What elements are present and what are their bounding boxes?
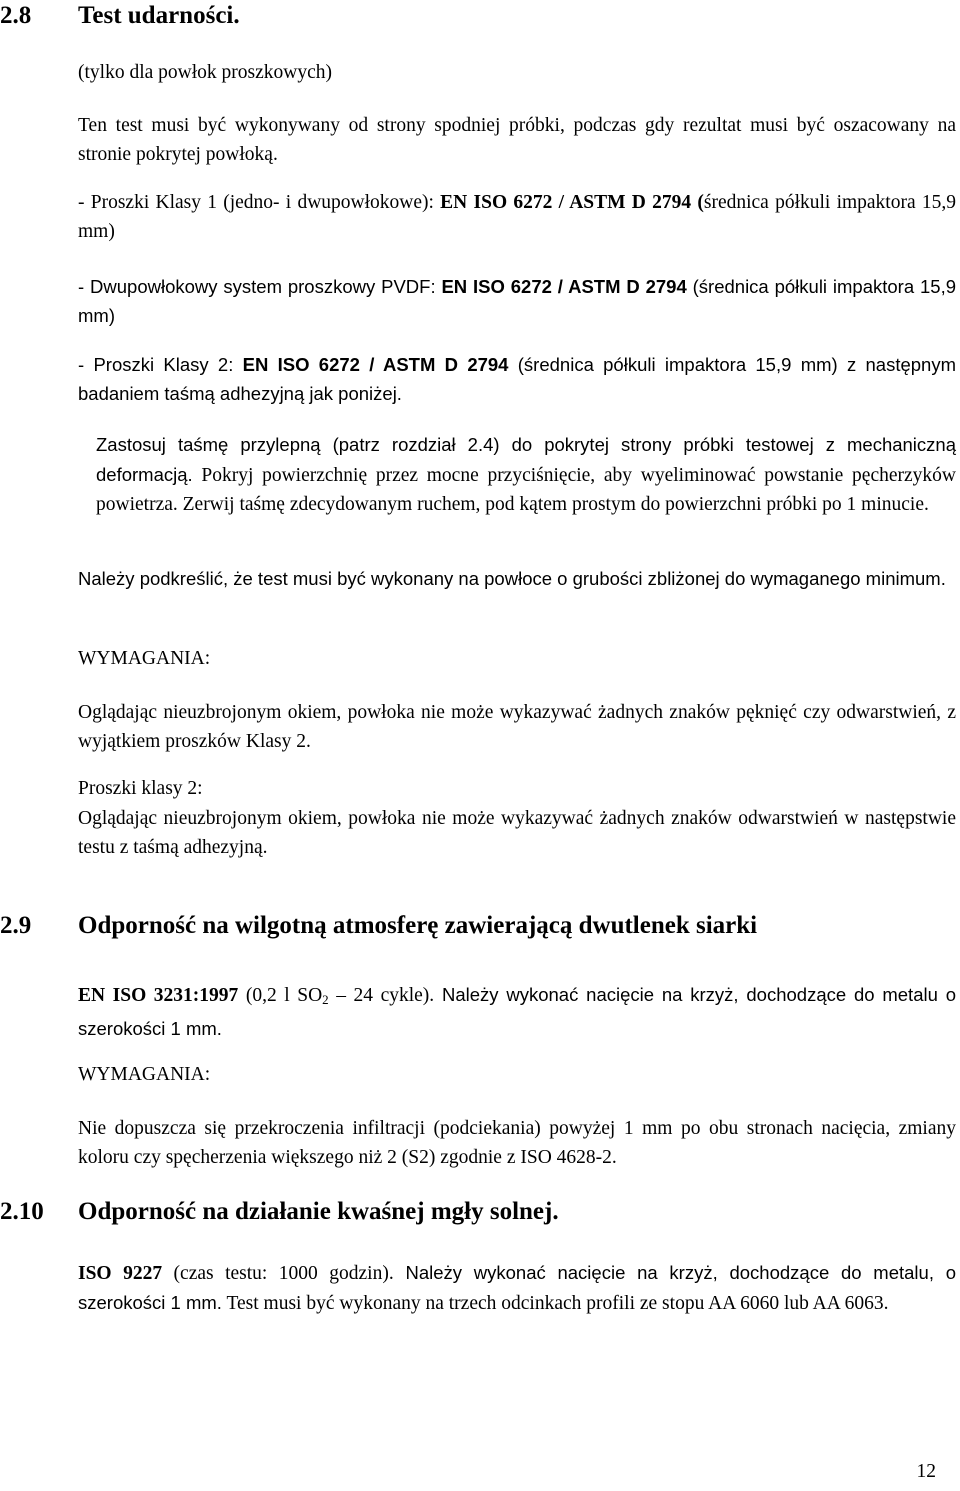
- list-item-class2: - Proszki Klasy 2: EN ISO 6272 / ASTM D 2794 (średnica półkuli impaktora 15,9 mm) z następnym badaniem taśmą adhezyjną jak poniżej.: [78, 354, 956, 404]
- section-subtitle: (tylko dla powłok proszkowych): [78, 62, 332, 83]
- list-item-class1: - Proszki Klasy 1 (jedno- i dwupowłokowe): EN ISO 6272 / ASTM D 2794 (średnica półkuli impaktora 15,9 mm): [78, 192, 956, 242]
- requirements-label: WYMAGANIA:: [78, 648, 211, 669]
- class2-label: Proszki klasy 2:: [78, 778, 203, 799]
- requirements-label-2-9: WYMAGANIA:: [78, 1064, 211, 1085]
- requirements-text-2-9: Nie dopuszcza się przekroczenia infiltracji (podciekania) powyżej 1 mm po obu stronach nacięcia, zmiany koloru czy spęcherzenia większego niż 2 (S2) zgodnie z ISO 4628-2.: [78, 1118, 956, 1168]
- section-2-9-standard: EN ISO 3231:1997 (0,2 l $SO_2 - 24$ cykle). Należy wykonać nacięcie na krzyż, dochodzące do metalu o szerokości 1 mm.: [78, 984, 956, 1039]
- page-number: 12: [916, 1461, 936, 1482]
- section-number-2-8: 2.8: [0, 2, 32, 29]
- list-item-pvdf: - Dwupowłokowy system proszkowy PVDF: EN ISO 6272 / ASTM D 2794 (średnica półkuli impaktora 15,9 mm): [78, 276, 956, 326]
- section-title-2-10: Odporność na działanie kwaśnej mgły solnej.: [78, 1198, 559, 1225]
- intro-paragraph: Ten test musi być wykonywany od strony spodniej próbki, podczas gdy rezultat musi być oszacowany na stronie pokrytej powłoką.: [78, 115, 956, 165]
- section-number-2-10: 2.10: [0, 1198, 44, 1225]
- requirements-text: Oglądając nieuzbrojonym okiem, powłoka nie może wykazywać żadnych znaków pęknięć czy odwarstwień, z wyjątkiem proszków Klasy 2.: [78, 702, 956, 752]
- note-paragraph: Należy podkreślić, że test musi być wykonany na powłoce o grubości zbliżonej do wymaganego minimum.: [78, 568, 946, 589]
- section-title-2-8: Test udarności.: [78, 2, 240, 29]
- section-number-2-9: 2.9: [0, 912, 32, 939]
- tape-instructions: Zastosuj taśmę przylepną (patrz rozdział 2.4) do pokrytej strony próbki testowej z mechaniczną deformacją. Pokryj powierzchnię przez mocne przyciśnięcie, aby wyeliminować powstanie pęcherzyków powietrza. Zerwij taśmę zdecydowanym ruchem, pod kątem prostym do powierzchni próbki po 1 minucie.: [96, 434, 956, 515]
- section-2-10-standard: ISO 9227 (czas testu: 1000 godzin). Należy wykonać nacięcie na krzyż, dochodzące do metalu, o szerokości 1 mm. Test musi być wykonany na trzech odcinkach profili ze stopu AA 6060 lub AA 6063.: [78, 1262, 956, 1314]
- class2-text: Oglądając nieuzbrojonym okiem, powłoka nie może wykazywać żadnych znaków odwarstwień w następstwie testu z taśmą adhezyjną.: [78, 808, 956, 858]
- section-title-2-9: Odporność na wilgotną atmosferę zawierającą dwutlenek siarki: [78, 912, 758, 939]
